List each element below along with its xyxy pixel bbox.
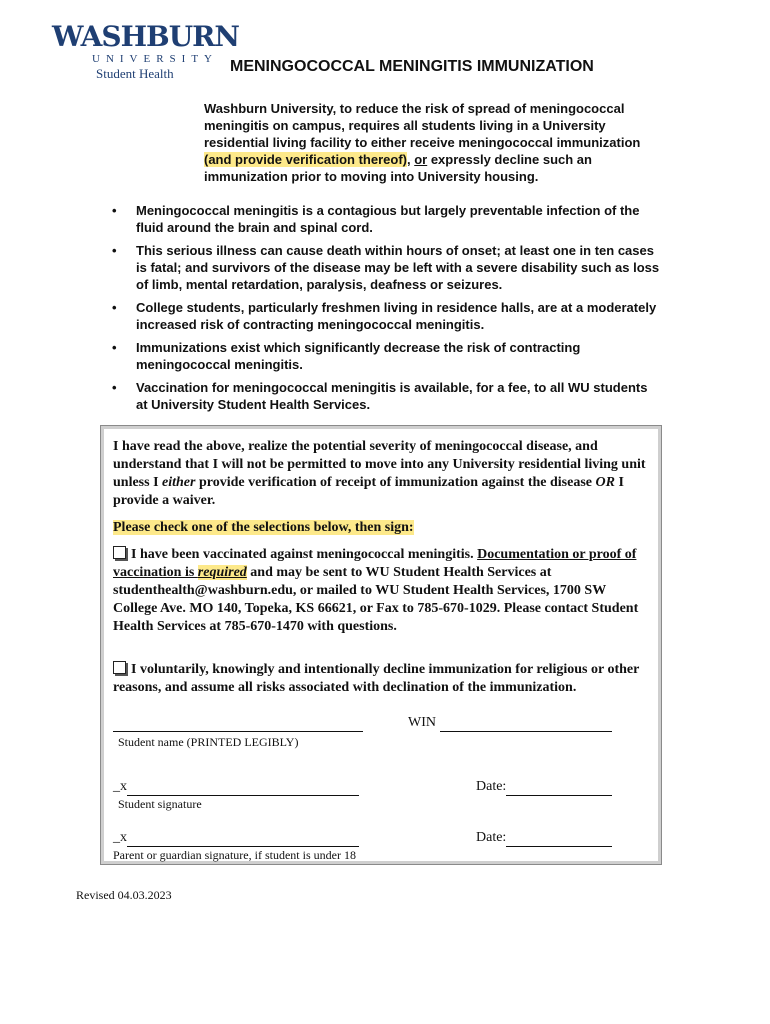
intro-text-1: Washburn University, to reduce the risk of spread of meningococcal meningitis on campus, requires all students living in a University residential living facility to either receive meningococcal immunization — [204, 101, 641, 150]
student-signature-caption: Student signature — [118, 797, 202, 811]
option-required-text: required — [197, 565, 247, 580]
vaccinated-option — [113, 546, 653, 636]
logo-wordmark: WASHBURN — [52, 20, 240, 53]
win-label: WIN — [408, 715, 436, 730]
statement-text: provide verification of receipt of immunization against the disease — [195, 475, 596, 490]
revised-date: Revised 04.03.2023 — [76, 888, 172, 902]
win-field[interactable] — [408, 714, 612, 732]
statement-either: either — [162, 475, 196, 490]
washburn-logo — [52, 20, 240, 82]
option-text: and may be sent to WU Student Health Services at studenthealth@washburn.edu, or mailed to WU Student Health Services, 1700 SW College Ave. MO 140, Topeka, KS 66621, or Fax to 785-670-1029. Please contact Student Health Services at 785-670-1470 with questions. — [113, 565, 639, 634]
student-signature-field[interactable] — [113, 778, 359, 796]
date-label: Date: — [476, 779, 507, 794]
decline-option — [113, 661, 653, 697]
bullet-text: College students, particularly freshmen living in residence halls, are at a moderately increased risk of contracting meningococcal meningitis. — [136, 300, 657, 332]
intro-text-2: expressly decline such an immunization prior to moving into University housing. — [204, 152, 592, 184]
bullet-icon: • — [112, 203, 117, 218]
decline-checkbox[interactable] — [113, 661, 126, 674]
student-name-caption: Student name (PRINTED LEGIBLY) — [118, 735, 299, 749]
list-item — [110, 299, 660, 333]
consent-statement — [113, 438, 653, 510]
logo-university: UNIVERSITY — [92, 53, 218, 65]
consent-box — [100, 425, 662, 865]
bullet-text: Meningococcal meningitis is a contagious but largely preventable infection of the fluid around the brain and spinal cord. — [136, 203, 640, 235]
facts-list — [110, 202, 660, 419]
student-date-field[interactable] — [476, 778, 612, 796]
statement-text: I provide a waiver. — [113, 475, 624, 508]
parent-signature-field[interactable] — [113, 829, 359, 847]
list-item — [110, 339, 660, 373]
bullet-text: This serious illness can cause death within hours of onset; at least one in ten cases is fatal; and survivors of the disease may be left with a severe disability such as loss of limb, mental retardation, paralysis, deafness or seizures. — [136, 243, 660, 292]
list-item — [110, 242, 660, 293]
bullet-icon: • — [112, 380, 117, 395]
bullet-icon: • — [112, 340, 117, 355]
option-text: I have been vaccinated against meningococcal meningitis. — [131, 547, 478, 562]
x-mark: _x — [113, 830, 127, 845]
list-item — [110, 379, 660, 413]
intro-or: or — [414, 152, 428, 167]
statement-or: OR — [595, 475, 615, 490]
bullet-icon: • — [112, 300, 117, 315]
student-name-field[interactable] — [113, 714, 363, 732]
page-title: MENINGOCOCCAL MENINGITIS IMMUNIZATION — [230, 58, 594, 75]
logo-department: Student Health — [96, 66, 174, 81]
intro-highlight: (and provide verification thereof) — [204, 152, 407, 167]
statement-text: I have read the above, realize the potential severity of meningococcal disease, and understand that I will not be permitted to move into any University residential living unit unless I — [113, 439, 646, 490]
intro-comma: , — [406, 152, 415, 167]
date-label: Date: — [476, 830, 507, 845]
bullet-icon: • — [112, 243, 117, 258]
x-mark: _x — [113, 779, 127, 794]
parent-date-field[interactable] — [476, 829, 612, 847]
selection-text: Please check one of the selections below, then sign: — [113, 520, 414, 535]
parent-signature-caption: Parent or guardian signature, if student is under 18 — [113, 848, 356, 862]
bullet-text: Immunizations exist which significantly decrease the risk of contracting meningococcal meningitis. — [136, 340, 581, 372]
selection-instruction — [113, 519, 414, 537]
option-text: I voluntarily, knowingly and intentionally decline immunization for religious or other reasons, and assume all risks associated with declination of the immunization. — [113, 662, 640, 695]
option-underlined-text: Documentation or proof of vaccination is — [113, 547, 637, 580]
bullet-text: Vaccination for meningococcal meningitis is available, for a fee, to all WU students at University Student Health Services. — [136, 380, 648, 412]
intro-paragraph — [204, 100, 664, 185]
list-item — [110, 202, 660, 236]
vaccinated-checkbox[interactable] — [113, 546, 126, 559]
